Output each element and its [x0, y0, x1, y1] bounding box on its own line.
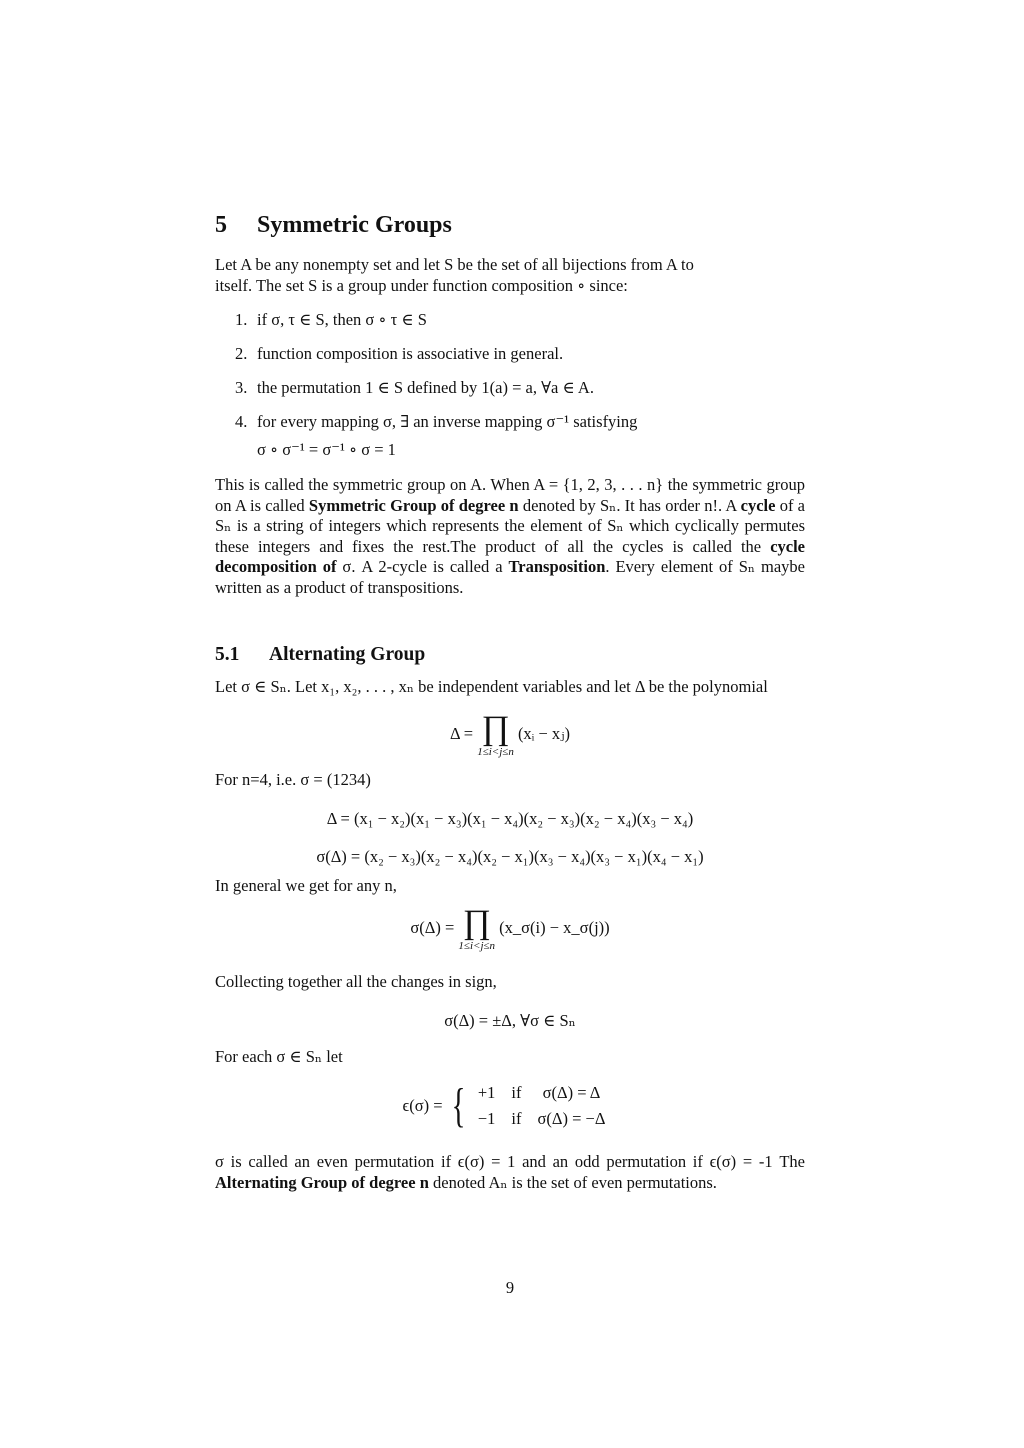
- intro-line-2: itself. The set S is a group under function composition ∘ since:: [215, 275, 628, 295]
- para-text: denoted by Sₙ. It has order n!. A: [518, 495, 741, 515]
- alternating-intro-paragraph: Let σ ∈ Sₙ. Let x₁, x₂, . . . , xₙ be independent variables and let Δ be the polynomial: [215, 677, 768, 696]
- equation-rhs: (x_σ(i) − x_σ(j)): [499, 917, 610, 937]
- section-heading: [215, 210, 452, 240]
- para-text: . Every element of Sₙ maybe written as a product of transpositions.: [215, 557, 805, 597]
- section-number: 5: [215, 212, 227, 238]
- symmetric-group-paragraph: [215, 475, 805, 598]
- equation-lhs: ϵ(σ) =: [402, 1095, 443, 1115]
- para-text: denoted Aₙ is the set of even permutations.: [428, 1172, 717, 1192]
- case-condition: if: [511, 1083, 522, 1102]
- case-expression: σ(Δ) = −Δ: [537, 1109, 606, 1128]
- page-number: 9: [505, 1278, 515, 1297]
- list-item: [235, 412, 795, 460]
- subsection-number: 5.1: [215, 644, 240, 665]
- para-text: σ. A 2-cycle is called a: [336, 557, 509, 576]
- bold-term: Symmetric Group of degree n: [308, 495, 519, 515]
- for-each-paragraph: For each σ ∈ Sₙ let: [215, 1047, 343, 1066]
- cases-block: [447, 1080, 618, 1132]
- general-paragraph: In general we get for any n,: [215, 876, 397, 895]
- case-value: −1: [477, 1109, 496, 1128]
- list-text-continued: σ ∘ σ⁻¹ = σ⁻¹ ∘ σ = 1: [257, 439, 396, 459]
- case-row: [474, 1080, 618, 1106]
- subsection-title: Alternating Group: [269, 644, 426, 665]
- bold-term: Alternating Group of degree n: [215, 1172, 429, 1192]
- case-row: [474, 1106, 618, 1132]
- example-paragraph: For n=4, i.e. σ = (1234): [215, 770, 371, 789]
- para-text: This is called the symmetric group on A. When A = {1, 2, 3, . . . n} the symmetric group on A is called: [215, 475, 805, 515]
- conclusion-paragraph: [215, 1152, 805, 1193]
- list-text: for every mapping σ, ∃ an inverse mapping σ⁻¹ satisfying: [257, 412, 638, 431]
- case-expression: σ(Δ) = Δ: [542, 1083, 601, 1102]
- para-text: of a Sₙ is a string of integers which represents the element of Sₙ which cyclically permutes these integers and fixes the rest.The product of all the cycles is called the: [215, 495, 805, 556]
- bold-term: cycle: [740, 495, 776, 515]
- list-text: function composition is associative in general.: [257, 344, 564, 363]
- case-value: +1: [477, 1083, 496, 1102]
- intro-paragraph: [215, 255, 805, 296]
- product-limits: 1≤i<j≤n: [477, 746, 514, 758]
- case-condition: if: [511, 1109, 522, 1128]
- equation-lhs: σ(Δ) =: [410, 917, 455, 937]
- equation-lhs: Δ =: [449, 723, 474, 743]
- equation-delta-expanded: Δ = (x₁ − x₂)(x₁ − x₃)(x₁ − x₄)(x₂ − x₃)(x₂ − x₄)(x₃ − x₄): [326, 809, 694, 828]
- equation-rhs: (xᵢ − xⱼ): [517, 723, 571, 743]
- collecting-paragraph: Collecting together all the changes in sign,: [215, 972, 497, 991]
- product-symbol: ∏ 1≤i<j≤n: [477, 710, 514, 758]
- list-label: 1.: [235, 310, 248, 329]
- intro-line-1: Let A be any nonempty set and let S be the set of all bijections from A to: [215, 255, 694, 274]
- list-label: 4.: [235, 412, 248, 431]
- list-text: if σ, τ ∈ S, then σ ∘ τ ∈ S: [257, 310, 427, 329]
- para-text: σ is called an even permutation if ϵ(σ) = 1 and an odd permutation if ϵ(σ) = -1 The: [215, 1152, 805, 1171]
- equation-sigma-delta-expanded: σ(Δ) = (x₂ − x₃)(x₂ − x₄)(x₂ − x₁)(x₃ − x₄)(x₃ − x₁)(x₄ − x₁): [316, 847, 704, 866]
- list-text: the permutation 1 ∈ S defined by 1(a) = a, ∀a ∈ A.: [257, 378, 594, 397]
- brace-symbol: {: [451, 1079, 466, 1132]
- cases-table: [474, 1080, 618, 1132]
- equation-sigma-delta: [215, 906, 805, 952]
- list-item: [235, 310, 795, 331]
- section-title: Symmetric Groups: [257, 212, 452, 238]
- equation-sign: σ(Δ) = ±Δ, ∀σ ∈ Sₙ: [444, 1011, 576, 1030]
- bold-term: cycle decomposition of: [215, 536, 805, 576]
- list-label: 3.: [235, 378, 248, 397]
- product-limits: 1≤i<j≤n: [458, 940, 496, 952]
- list-label: 2.: [235, 344, 248, 363]
- list-item: [235, 344, 795, 365]
- equation-delta: [215, 712, 805, 758]
- equation-epsilon: [215, 1080, 805, 1132]
- list-item: [235, 378, 795, 399]
- product-symbol: ∏ 1≤i<j≤n: [458, 904, 496, 952]
- bold-term: Transposition: [508, 557, 606, 576]
- subsection-heading: [215, 643, 425, 667]
